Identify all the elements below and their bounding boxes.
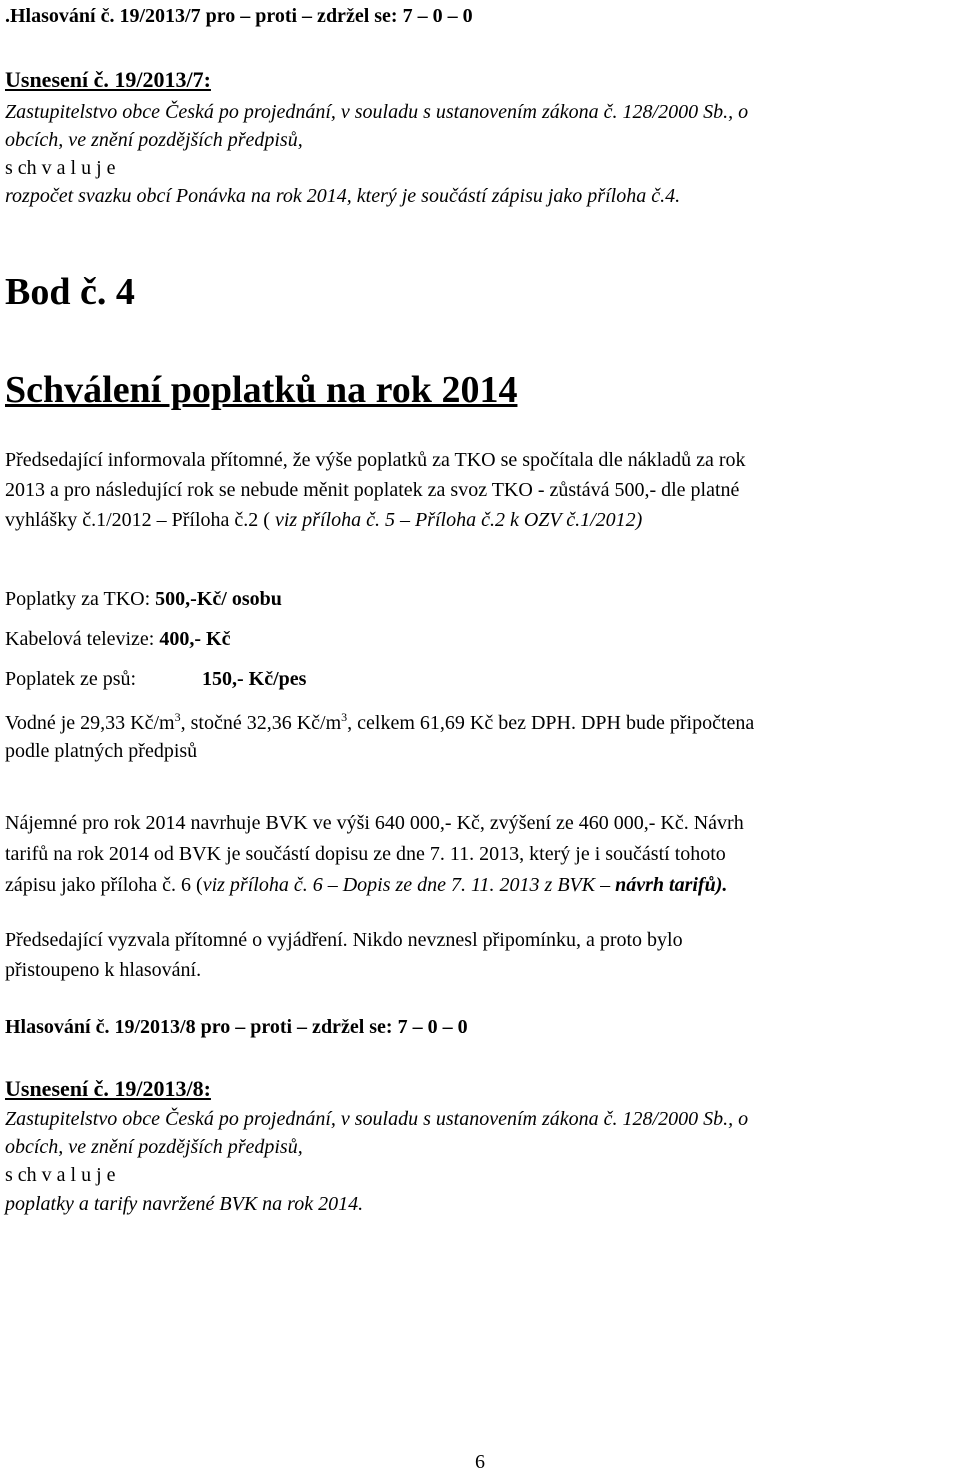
resolution-1-line-3: rozpočet svazku obcí Ponávka na rok 2014, který je součástí zápisu jako příloha č.4.: [5, 185, 681, 207]
call-line-1: Předsedající vyzvala přítomné o vyjádření. Nikdo nevznesl připomínku, a proto bylo: [5, 929, 683, 951]
intro-line-2: 2013 a pro následující rok se nebude měnit poplatek za svoz TKO - zůstává 500,- dle platné: [5, 479, 740, 501]
water-paragraph: [5, 709, 955, 765]
resolution-1-verb: s ch v a l u j e: [5, 157, 116, 179]
water-sup-1: 3: [174, 710, 181, 724]
water-line-2: podle platných předpisů: [5, 740, 198, 762]
vote-line-2: Hlasování č. 19/2013/8 pro – proti – zdržel se: 7 – 0 – 0: [5, 1016, 468, 1038]
resolution-1-line-1: Zastupitelstvo obce Česká po projednání, v souladu s ustanovením zákona č. 128/2000 Sb., o: [5, 101, 749, 123]
resolution-title-1: Usnesení č. 19/2013/7:: [5, 67, 211, 92]
resolution-2-verb: s ch v a l u j e: [5, 1164, 116, 1186]
vote-line-1: .Hlasování č. 19/2013/7 pro – proti – zdržel se: 7 – 0 – 0: [5, 5, 473, 27]
fee-tko-label: Poplatky za TKO:: [5, 588, 156, 610]
resolution-title-2: Usnesení č. 19/2013/8:: [5, 1076, 211, 1101]
section-heading: Schválení poplatků na rok 2014: [5, 369, 518, 411]
resolution-2-line-2: obcích, ve znění pozdějších předpisů,: [5, 1136, 303, 1158]
water-line-1: [5, 709, 955, 737]
resolution-2-line-1: Zastupitelstvo obce Česká po projednání, v souladu s ustanovením zákona č. 128/2000 Sb., o: [5, 1108, 749, 1130]
intro-paragraph: [5, 445, 955, 535]
water-a: Vodné je 29,33 Kč/m: [5, 712, 175, 734]
intro-line-3-italic: viz příloha č. 5 – Příloha č.2 k OZV č.1/2012): [274, 509, 643, 531]
intro-line-3-plain: vyhlášky č.1/2012 – Příloha č.2 (: [5, 509, 275, 531]
water-sup-2: 3: [341, 710, 348, 724]
page-number: 6: [475, 1451, 485, 1473]
resolution-1-line-2: obcích, ve znění pozdějších předpisů,: [5, 129, 303, 151]
fee-tv-label: Kabelová televize:: [5, 628, 160, 650]
intro-line-3: [5, 505, 955, 535]
rent-line-2: tarifů na rok 2014 od BVK je součástí dopisu ze dne 7. 11. 2013, který je i součástí tohoto: [5, 843, 726, 865]
fee-dog-value: 150,- Kč/pes: [202, 668, 307, 690]
fee-tko: [5, 587, 282, 611]
rent-line-3-bold: návrh tarifů).: [615, 874, 728, 896]
rent-line-3-plain: zápisu jako příloha č. 6 (: [5, 874, 203, 896]
rent-line-3-italic: viz příloha č. 6 – Dopis ze dne 7. 11. 2013 z BVK –: [202, 874, 616, 896]
water-c: , celkem 61,69 Kč bez DPH. DPH bude připočtena: [347, 712, 755, 734]
intro-line-1: Předsedající informovala přítomné, že výše poplatků za TKO se spočítala dle nákladů za rok: [5, 449, 746, 471]
rent-line-1: Nájemné pro rok 2014 navrhuje BVK ve výši 640 000,- Kč, zvýšení ze 460 000,- Kč. Návrh: [5, 812, 744, 834]
fee-tv: [5, 627, 230, 651]
fee-dog: [5, 667, 306, 691]
call-paragraph: [5, 925, 955, 985]
rent-paragraph: [5, 808, 955, 901]
fee-tko-value: 500,-Kč/ osobu: [155, 588, 282, 610]
resolution-2-line-3: poplatky a tarify navržené BVK na rok 2014.: [5, 1193, 364, 1215]
fee-tv-value: 400,- Kč: [159, 628, 231, 650]
call-line-2: přistoupeno k hlasování.: [5, 959, 202, 981]
rent-line-3: [5, 870, 955, 901]
fee-dog-label: Poplatek ze psů:: [5, 668, 137, 690]
section-number: Bod č. 4: [5, 271, 135, 313]
water-b: , stočné 32,36 Kč/m: [180, 712, 342, 734]
